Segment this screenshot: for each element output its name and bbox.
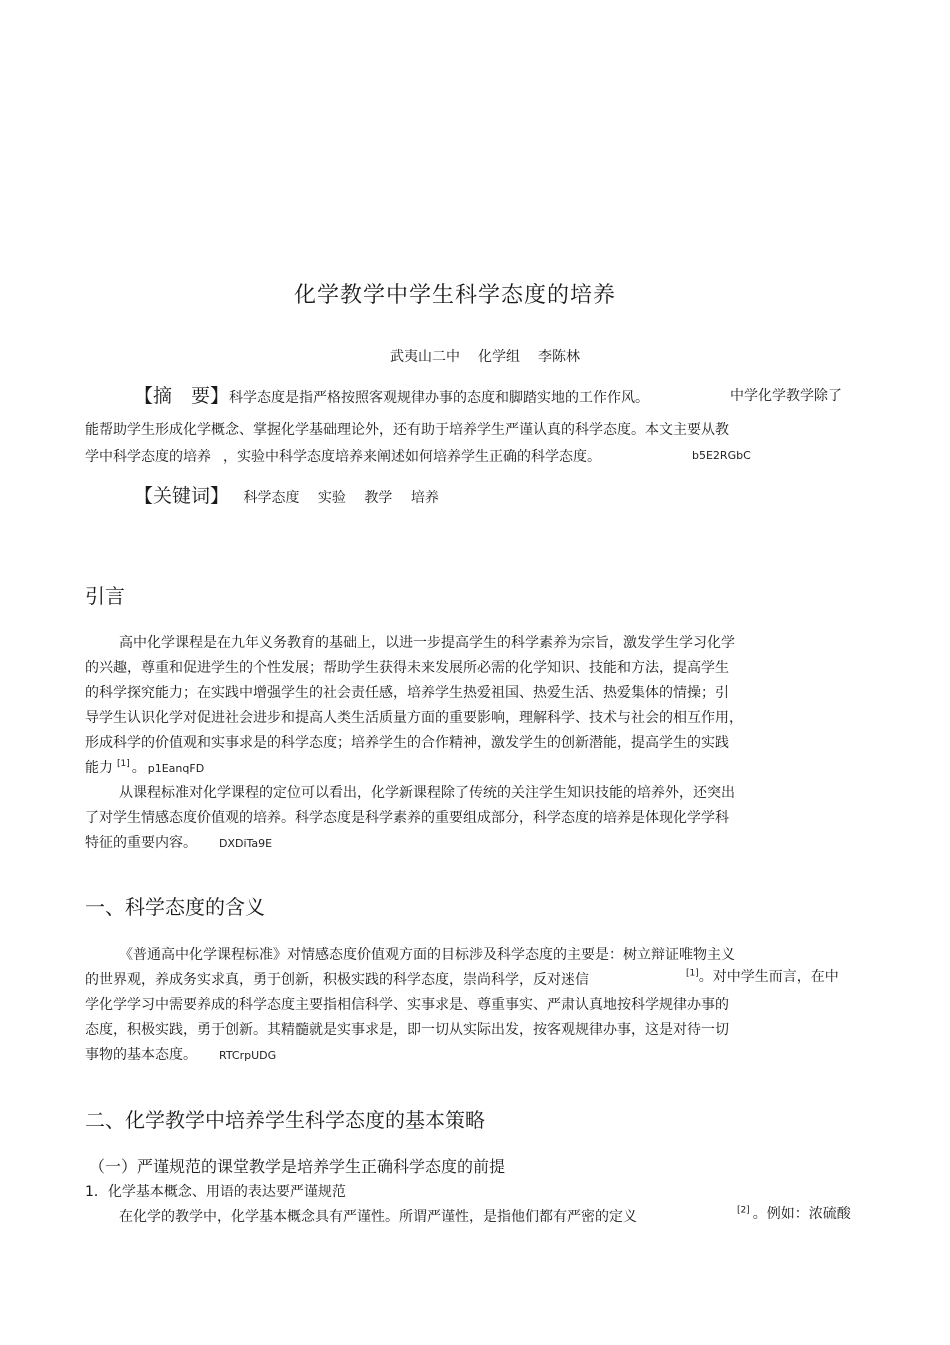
author-school: 武夷山二中 — [390, 349, 460, 365]
section2-subheading: （一）严谨规范的课堂教学是培养学生正确科学态度的前提 — [89, 1157, 506, 1176]
abstract-line-1 — [134, 381, 649, 408]
intro-p2-last — [85, 832, 272, 852]
section1-heading: 一、科学态度的含义 — [85, 895, 265, 919]
author-name: 李陈林 — [538, 349, 580, 365]
section1-last-text: 事物的基本态度。 — [85, 1047, 197, 1063]
section1-line: 的世界观，养成务实求真，勇于创新，积极实践的科学态度，崇尚科学，反对迷信 — [85, 972, 589, 988]
abstract-line-2: 能帮助学生形成化学概念、掌握化学基础理论外，还有助于培养学生严谨认真的科学态度。本文主要从教 — [85, 422, 729, 438]
section1-line: 《普通高中化学课程标准》对情感态度价值观方面的目标涉及科学态度的主要是：树立辩证唯物主义 — [119, 947, 735, 963]
keywords-line — [134, 481, 439, 508]
section1-line: 学化学学习中需要养成的科学态度主要指相信科学、实事求是、尊重事实、严肃认真地按科学规律办事的 — [85, 997, 729, 1013]
abstract-text-1b: 中学化学教学除了 — [730, 388, 842, 404]
abstract-text-1a: 科学态度是指严格按照客观规律办事的态度和脚踏实地的工作作风。 — [229, 390, 650, 406]
intro-heading: 引言 — [85, 584, 125, 608]
intro-p2-last-text: 特征的重要内容。 — [85, 835, 197, 851]
intro-p1-line: 高中化学课程是在九年义务教育的基础上，以进一步提高学生的科学素养为宗旨，激发学生学习化学 — [119, 635, 735, 651]
intro-p2-line: 了对学生情感态度价值观的培养。科学态度是科学素养的重要组成部分，科学态度的培养是体现化学学科 — [85, 810, 729, 826]
section2-item-heading: 1．化学基本概念、用语的表达要严谨规范 — [85, 1184, 346, 1200]
abstract-text-3a: 学中科学态度的培养 — [85, 449, 211, 465]
abstract-label: 【摘 要】 — [134, 385, 230, 407]
keyword-item: 科学态度 — [243, 490, 300, 506]
intro-p1-line: 的兴趣，尊重和促进学生的个性发展；帮助学生获得未来发展所必需的化学知识、技能和方法，提高学生 — [85, 660, 729, 676]
keyword-item: 培养 — [410, 490, 439, 506]
section2-line1-end: 。例如：浓硫酸 — [752, 1206, 851, 1222]
citation-ref: [1] — [686, 968, 699, 979]
intro-p1-code: p1EanqFD — [147, 762, 205, 775]
section2-heading: 二、化学教学中培养学生科学态度的基本策略 — [85, 1108, 485, 1132]
section1-line2-end: 。对中学生而言，在中 — [698, 969, 839, 985]
document-title: 化学教学中学生科学态度的培养 — [293, 283, 616, 308]
citation-ref: [2] — [737, 1205, 750, 1216]
section1-line: 态度，积极实践，勇于创新。其精髓就是实事求是，即一切从实际出发，按客观规律办事，这是对待一切 — [85, 1022, 729, 1038]
section2-ref — [737, 1203, 851, 1223]
author-group: 化学组 — [478, 349, 520, 365]
abstract-line-3 — [85, 446, 601, 466]
intro-p1-last-text: 能力 — [85, 760, 113, 776]
keyword-item: 实验 — [317, 490, 346, 506]
citation-ref: [1] — [117, 759, 130, 770]
abstract-text-3b: ，实验中科学态度培养来阐述如何培养学生正确的科学态度。 — [223, 449, 601, 465]
abstract-code: b5E2RGbC — [692, 449, 751, 462]
intro-p2-line: 从课程标准对化学课程的定位可以看出，化学新课程除了传统的关注学生知识技能的培养外，还突出 — [119, 785, 735, 801]
intro-p2-code: DXDiTa9E — [219, 837, 273, 850]
intro-p1-line: 形成科学的价值观和实事求是的科学态度；培养学生的合作精神，激发学生的创新潜能，提高学生的实践 — [85, 735, 729, 751]
section1-ref — [686, 966, 839, 986]
section2-line: 在化学的教学中，化学基本概念具有严谨性。所谓严谨性，是指他们都有严密的定义 — [119, 1209, 637, 1225]
keywords-label: 【关键词】 — [134, 485, 230, 507]
keyword-item: 教学 — [364, 490, 393, 506]
section1-last — [85, 1044, 276, 1064]
author-line — [390, 346, 598, 366]
intro-p1-period: 。 — [131, 760, 146, 776]
section1-code: RTCrpUDG — [219, 1049, 277, 1062]
intro-p1-last — [85, 757, 204, 777]
intro-p1-line: 导学生认识化学对促进社会进步和提高人类生活质量方面的重要影响，理解科学、技术与社会的相互作用， — [85, 710, 743, 726]
intro-p1-line: 的科学探究能力；在实践中增强学生的社会责任感，培养学生热爱祖国、热爱生活、热爱集体的情操；引 — [85, 685, 729, 701]
